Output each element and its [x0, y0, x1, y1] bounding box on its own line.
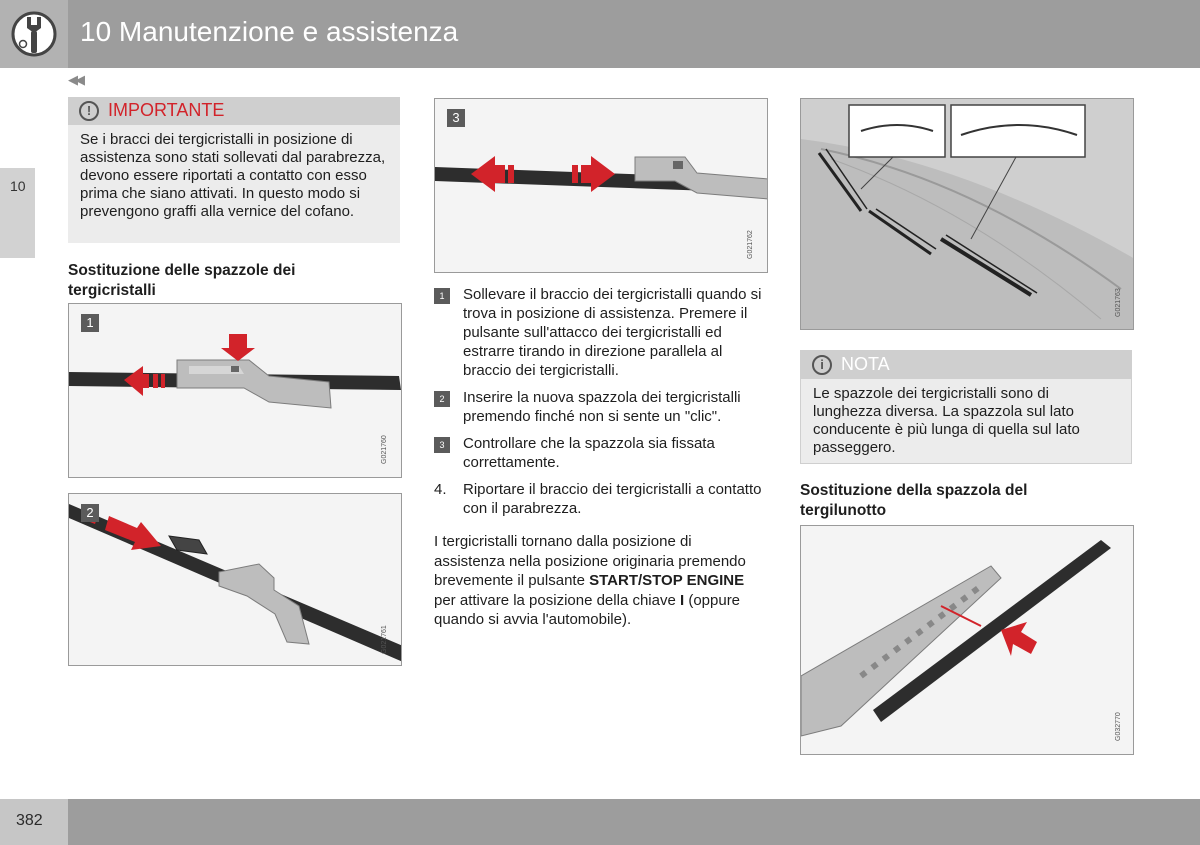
figure-3-illustration: [435, 99, 768, 273]
important-callout-header: [68, 97, 400, 125]
figure-5: [800, 525, 1134, 755]
figure-1-badge: 1: [81, 314, 99, 332]
steps-list: [434, 285, 766, 526]
info-icon: i: [812, 355, 832, 375]
note-callout-header: [801, 351, 1131, 379]
figure-5-code: G032770: [1115, 712, 1122, 741]
page-number: 382: [16, 812, 43, 829]
paragraph-text: per attivare la posizione della chiave: [434, 591, 680, 609]
note-title: NOTA: [841, 354, 890, 374]
step-item: [434, 388, 766, 426]
chapter-tab-label: 10: [10, 178, 26, 194]
figure-1-code: G021760: [381, 435, 388, 464]
figure-2: [68, 493, 402, 666]
paragraph-text: (oppure quando si avvia l'automobile).: [434, 591, 741, 628]
important-text: Se i bracci dei tergicristalli in posizione di assistenza sono stati sollevati dal parabrezza, devono essere riportati a contatto con esso prima che siano attivati. In questo modo si prevengono graffi alla vernice del cofano.: [80, 131, 386, 220]
paragraph-bold-button: START/STOP ENGINE: [589, 572, 745, 589]
step-text: Sollevare il braccio dei tergicristalli quando si trova in posizione di assistenza. Premere il pulsante sull'attacco dei tergicristalli ed estrarre tirando in direzione parallela al braccio dei tergicristalli.: [463, 286, 762, 379]
step-text: Controllare che la spazzola sia fissata correttamente.: [463, 435, 715, 471]
page-header: [0, 0, 1200, 68]
figure-1-illustration: [69, 304, 402, 478]
step-item: [434, 480, 766, 518]
back-arrows-icon[interactable]: ◀◀: [68, 72, 82, 87]
figure-3-badge: 3: [447, 109, 465, 127]
chapter-tab[interactable]: [0, 168, 35, 258]
page-number-box: [0, 799, 68, 845]
step-marker: 3: [434, 437, 450, 453]
important-title: IMPORTANTE: [108, 100, 225, 120]
paragraph-text: I tergicristalli tornano dalla posizione di assistenza nella posizione originaria premendo brevemente il pulsante: [434, 533, 746, 589]
exclamation-icon: !: [79, 101, 99, 121]
page-footer: [0, 799, 1200, 845]
figure-4: [800, 98, 1134, 330]
figure-3: [434, 98, 768, 273]
important-callout: [68, 97, 400, 243]
step-marker: 1: [434, 288, 450, 304]
page-title: 10 Manutenzione e assistenza: [80, 16, 459, 47]
step-marker: 2: [434, 391, 450, 407]
step-item: [434, 285, 766, 380]
figure-2-code: G021761: [381, 625, 388, 654]
step-marker: 4.: [434, 481, 447, 498]
step-text: Inserire la nuova spazzola dei tergicristalli premendo finché non si sente un "clic".: [463, 389, 741, 425]
section-heading-wipers: Sostituzione delle spazzole dei tergicristalli: [68, 262, 296, 299]
figure-2-badge: 2: [81, 504, 99, 522]
figure-4-illustration: [801, 99, 1134, 330]
note-callout: [800, 350, 1132, 464]
figure-3-code: G021762: [747, 230, 754, 259]
figure-2-illustration: [69, 494, 402, 666]
chapter-icon-box: [0, 0, 68, 68]
section-heading-rear-wiper: Sostituzione della spazzola del tergilunotto: [800, 482, 1028, 519]
note-text: Le spazzole dei tergicristalli sono di lunghezza diversa. La spazzola sul lato conducente è più lunga di quella sul lato passeggero.: [813, 385, 1080, 456]
step-item: [434, 434, 766, 472]
wrench-icon: [0, 0, 68, 68]
figure-5-illustration: [801, 526, 1134, 755]
info-paragraph: [434, 532, 766, 630]
figure-4-code: G021763: [1115, 288, 1122, 317]
figure-1: [68, 303, 402, 478]
paragraph-bold-key: I: [679, 591, 685, 609]
step-text: Riportare il braccio dei tergicristalli a contatto con il parabrezza.: [463, 481, 762, 517]
